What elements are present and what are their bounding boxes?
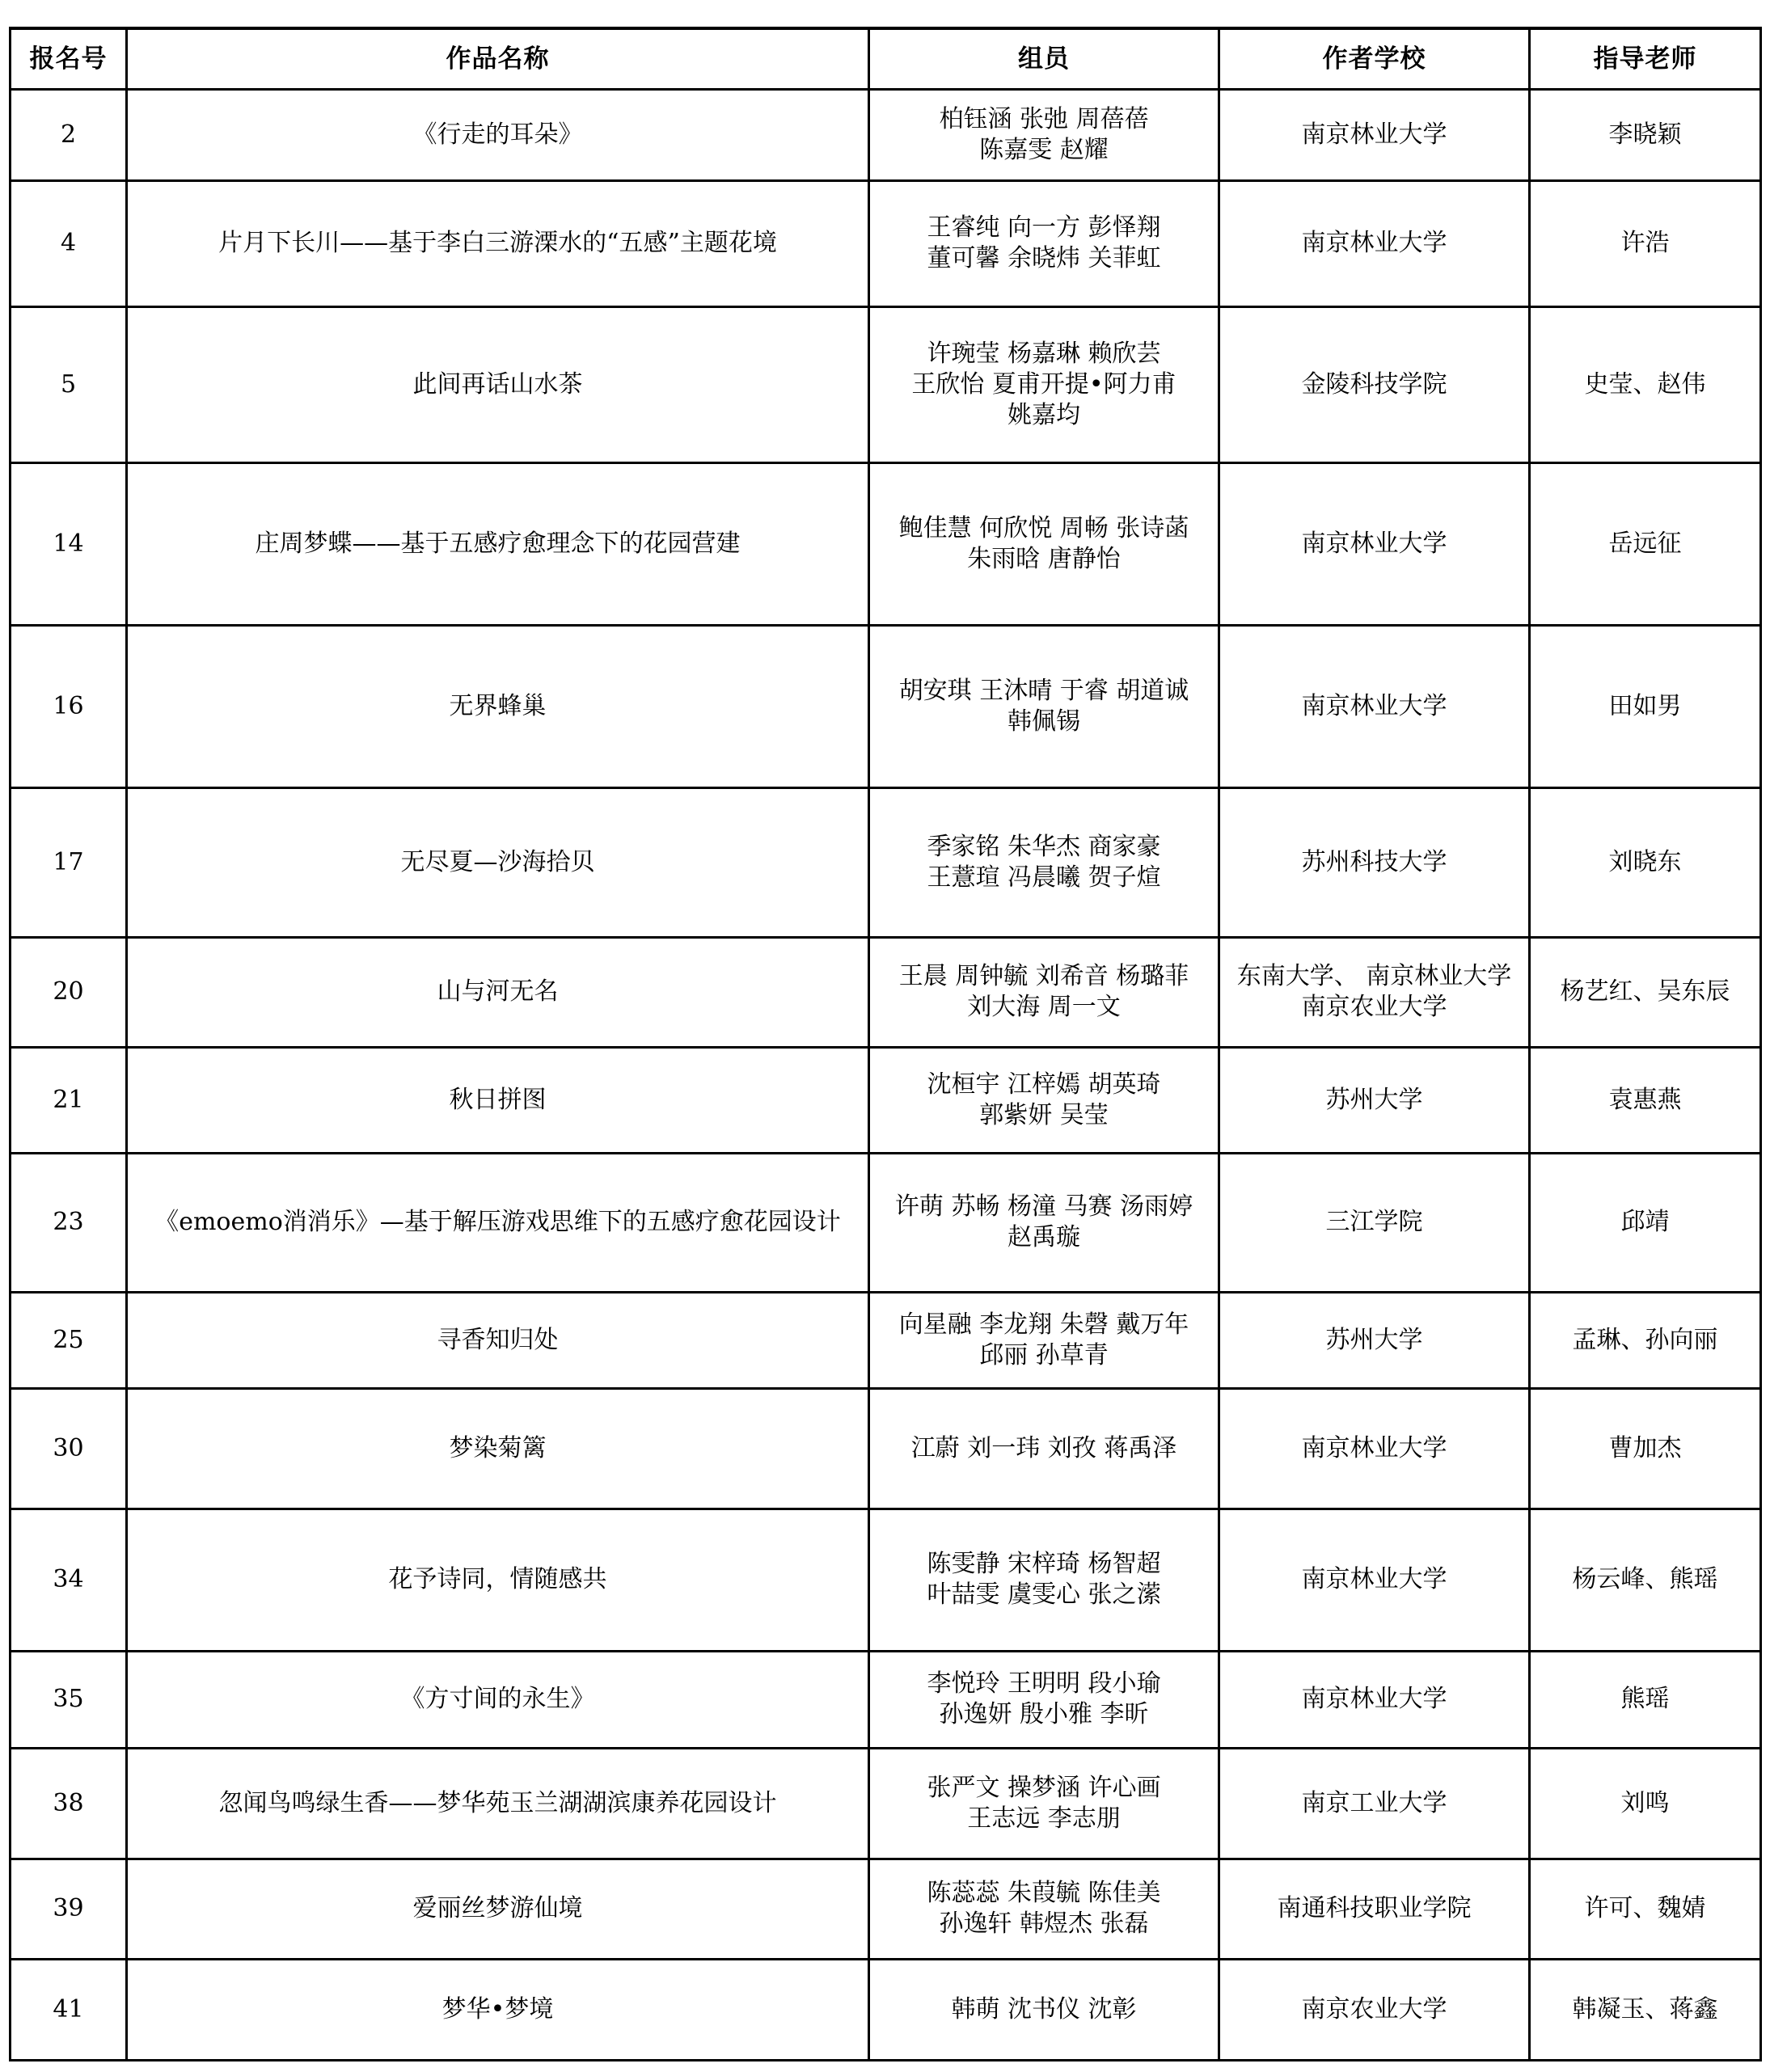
cell-members xyxy=(869,89,1219,180)
cell-work-title: 《行走的耳朵》 xyxy=(127,89,869,180)
member-line: 沈桓宇 江梓嫣 胡英琦 xyxy=(927,1070,1161,1099)
cell-work-title: 片月下长川——基于李白三游溧水的“五感”主题花境 xyxy=(127,180,869,306)
header-registration-number: 报名号 xyxy=(11,28,127,89)
cell-advisor: 熊瑶 xyxy=(1530,1651,1761,1748)
member-line: 赵禹璇 xyxy=(1008,1223,1080,1251)
member-line: 鲍佳慧 何欣悦 周畅 张诗菡 xyxy=(898,513,1189,542)
cell-members xyxy=(869,1859,1219,1959)
member-line: 陈雯静 宋梓琦 杨智超 xyxy=(927,1550,1161,1578)
cell-advisor: 李晓颖 xyxy=(1530,89,1761,180)
cell-registration-number: 2 xyxy=(11,89,127,180)
cell-members xyxy=(869,1959,1219,2060)
cell-advisor: 韩凝玉、蒋鑫 xyxy=(1530,1959,1761,2060)
cell-advisor: 许浩 xyxy=(1530,180,1761,306)
member-line: 张严文 操梦涵 许心画 xyxy=(927,1773,1161,1802)
cell-school xyxy=(1219,306,1530,462)
cell-work-title: 忽闻鸟鸣绿生香——梦华苑玉兰湖湖滨康养花园设计 xyxy=(127,1748,869,1859)
cell-registration-number: 30 xyxy=(11,1388,127,1509)
school-line: 苏州科技大学 xyxy=(1301,847,1447,876)
cell-school xyxy=(1219,625,1530,787)
cell-registration-number: 5 xyxy=(11,306,127,462)
cell-registration-number: 21 xyxy=(11,1047,127,1153)
cell-members xyxy=(869,1651,1219,1748)
cell-advisor: 刘鸣 xyxy=(1530,1748,1761,1859)
cell-advisor: 邱靖 xyxy=(1530,1153,1761,1292)
cell-school xyxy=(1219,1748,1530,1859)
cell-registration-number: 39 xyxy=(11,1859,127,1959)
cell-members xyxy=(869,462,1219,625)
cell-registration-number: 35 xyxy=(11,1651,127,1748)
cell-school xyxy=(1219,1859,1530,1959)
member-line: 王志远 李志朋 xyxy=(967,1804,1121,1833)
member-line: 王睿纯 向一方 彭怿翔 xyxy=(927,213,1161,242)
table-row xyxy=(11,1388,1761,1509)
school-line: 南京林业大学 xyxy=(1301,691,1447,720)
member-line: 董可馨 余晓炜 关菲虹 xyxy=(927,244,1161,272)
cell-school xyxy=(1219,787,1530,937)
cell-members xyxy=(869,937,1219,1047)
cell-registration-number: 23 xyxy=(11,1153,127,1292)
table-body xyxy=(11,89,1761,2060)
school-line: 南京林业大学 xyxy=(1301,1685,1447,1713)
cell-members xyxy=(869,306,1219,462)
member-line: 柏钰涵 张弛 周蓓蓓 xyxy=(939,104,1149,133)
cell-registration-number: 38 xyxy=(11,1748,127,1859)
school-line: 南京林业大学 xyxy=(1301,529,1447,558)
member-line: 韩萌 沈书仪 沈彰 xyxy=(951,1994,1137,2023)
cell-registration-number: 34 xyxy=(11,1509,127,1651)
cell-advisor: 史莹、赵伟 xyxy=(1530,306,1761,462)
member-line: 郭紫妍 吴莹 xyxy=(979,1100,1109,1129)
cell-registration-number: 41 xyxy=(11,1959,127,2060)
cell-members xyxy=(869,1388,1219,1509)
cell-work-title: 山与河无名 xyxy=(127,937,869,1047)
member-line: 姚嘉均 xyxy=(1008,400,1080,429)
table-row xyxy=(11,180,1761,306)
table-row xyxy=(11,625,1761,787)
header-members: 组员 xyxy=(869,28,1219,89)
table-row xyxy=(11,1748,1761,1859)
member-line: 胡安琪 王沐晴 于睿 胡道诚 xyxy=(898,676,1189,705)
school-line: 东南大学、 南京林业大学 xyxy=(1236,962,1512,990)
cell-work-title: 庄周梦蝶——基于五感疗愈理念下的花园营建 xyxy=(127,462,869,625)
cell-advisor: 杨云峰、熊瑶 xyxy=(1530,1509,1761,1651)
cell-work-title: 花予诗同，情随感共 xyxy=(127,1509,869,1651)
member-line: 许琬莹 杨嘉琳 赖欣芸 xyxy=(927,339,1161,368)
header-work-title: 作品名称 xyxy=(127,28,869,89)
member-line: 朱雨晗 唐静怡 xyxy=(967,544,1121,573)
cell-school xyxy=(1219,937,1530,1047)
member-line: 陈蕊蕊 朱葭毓 陈佳美 xyxy=(927,1879,1161,1907)
cell-work-title: 《emoemo消消乐》—基于解压游戏思维下的五感疗愈花园设计 xyxy=(127,1153,869,1292)
member-line: 孙逸轩 韩煜杰 张磊 xyxy=(939,1910,1149,1938)
table-row xyxy=(11,306,1761,462)
cell-advisor: 岳远征 xyxy=(1530,462,1761,625)
header-advisor: 指导老师 xyxy=(1530,28,1761,89)
table-row xyxy=(11,1859,1761,1959)
member-line: 李悦玲 王明明 段小瑜 xyxy=(927,1669,1161,1698)
cell-registration-number: 14 xyxy=(11,462,127,625)
cell-work-title: 无界蜂巢 xyxy=(127,625,869,787)
cell-advisor: 曹加杰 xyxy=(1530,1388,1761,1509)
cell-members xyxy=(869,1153,1219,1292)
cell-work-title: 秋日拼图 xyxy=(127,1047,869,1153)
table-row xyxy=(11,937,1761,1047)
table-row xyxy=(11,1153,1761,1292)
cell-advisor: 袁惠燕 xyxy=(1530,1047,1761,1153)
cell-members xyxy=(869,787,1219,937)
member-line: 王欣怡 夏甫开提•阿力甫 xyxy=(911,369,1176,399)
school-line: 南京农业大学 xyxy=(1301,993,1447,1021)
cell-members xyxy=(869,1748,1219,1859)
cell-registration-number: 17 xyxy=(11,787,127,937)
cell-advisor: 孟琳、孙向丽 xyxy=(1530,1292,1761,1388)
cell-work-title: 爱丽丝梦游仙境 xyxy=(127,1859,869,1959)
cell-members xyxy=(869,625,1219,787)
member-line: 江蔚 刘一玮 刘孜 蒋禹泽 xyxy=(910,1433,1177,1462)
cell-work-title: 此间再话山水茶 xyxy=(127,306,869,462)
school-line: 三江学院 xyxy=(1325,1208,1423,1236)
cell-advisor: 许可、魏婧 xyxy=(1530,1859,1761,1959)
school-line: 南京林业大学 xyxy=(1301,120,1447,149)
cell-members xyxy=(869,1509,1219,1651)
member-line: 王晨 周钟毓 刘希音 杨璐菲 xyxy=(898,962,1189,990)
table-header-row xyxy=(11,28,1761,89)
member-line: 韩佩锡 xyxy=(1008,707,1080,736)
cell-school xyxy=(1219,1651,1530,1748)
school-line: 南京农业大学 xyxy=(1301,1994,1447,2023)
table-row xyxy=(11,787,1761,937)
cell-school xyxy=(1219,1509,1530,1651)
member-line: 陈嘉雯 赵耀 xyxy=(979,135,1109,164)
header-school: 作者学校 xyxy=(1219,28,1530,89)
school-line: 南京工业大学 xyxy=(1301,1788,1447,1817)
cell-registration-number: 25 xyxy=(11,1292,127,1388)
cell-school xyxy=(1219,1292,1530,1388)
table-row xyxy=(11,1509,1761,1651)
member-line: 向星融 李龙翔 朱磬 戴万年 xyxy=(898,1310,1189,1339)
cell-work-title: 《方寸间的永生》 xyxy=(127,1651,869,1748)
member-line: 孙逸妍 殷小雅 李昕 xyxy=(939,1700,1149,1728)
school-line: 南京林业大学 xyxy=(1301,229,1447,257)
cell-school xyxy=(1219,1388,1530,1509)
cell-registration-number: 20 xyxy=(11,937,127,1047)
cell-registration-number: 4 xyxy=(11,180,127,306)
roster-sheet xyxy=(9,27,1759,2061)
cell-work-title: 梦华•梦境 xyxy=(127,1959,869,2060)
cell-school xyxy=(1219,462,1530,625)
table-row xyxy=(11,1959,1761,2060)
cell-registration-number: 16 xyxy=(11,625,127,787)
member-line: 刘大海 周一文 xyxy=(967,993,1121,1021)
cell-members xyxy=(869,1047,1219,1153)
table-row xyxy=(11,1292,1761,1388)
member-line: 邱丽 孙草青 xyxy=(979,1340,1109,1369)
entries-table xyxy=(9,27,1762,2061)
cell-advisor: 刘晓东 xyxy=(1530,787,1761,937)
cell-school xyxy=(1219,1153,1530,1292)
school-line: 南京林业大学 xyxy=(1301,1433,1447,1462)
table-row xyxy=(11,1651,1761,1748)
cell-school xyxy=(1219,1959,1530,2060)
member-line: 季家铭 朱华杰 商家豪 xyxy=(927,832,1161,861)
cell-work-title: 梦染菊篱 xyxy=(127,1388,869,1509)
cell-advisor: 杨艺红、吴东辰 xyxy=(1530,937,1761,1047)
cell-school xyxy=(1219,1047,1530,1153)
cell-members xyxy=(869,1292,1219,1388)
school-line: 南通科技职业学院 xyxy=(1277,1894,1472,1922)
cell-school xyxy=(1219,180,1530,306)
member-line: 叶喆雯 虞雯心 张之潆 xyxy=(927,1580,1161,1609)
cell-members xyxy=(869,180,1219,306)
table-row xyxy=(11,1047,1761,1153)
table-row xyxy=(11,462,1761,625)
cell-advisor: 田如男 xyxy=(1530,625,1761,787)
school-line: 南京林业大学 xyxy=(1301,1565,1447,1593)
table-row xyxy=(11,89,1761,180)
cell-work-title: 寻香知归处 xyxy=(127,1292,869,1388)
member-line: 许萌 苏畅 杨潼 马赛 汤雨婷 xyxy=(894,1192,1193,1221)
cell-school xyxy=(1219,89,1530,180)
cell-work-title: 无尽夏—沙海拾贝 xyxy=(127,787,869,937)
school-line: 金陵科技学院 xyxy=(1301,369,1447,399)
member-line: 王薏瑄 冯晨曦 贺子煊 xyxy=(927,863,1161,892)
school-line: 苏州大学 xyxy=(1325,1085,1423,1114)
school-line: 苏州大学 xyxy=(1325,1325,1423,1354)
